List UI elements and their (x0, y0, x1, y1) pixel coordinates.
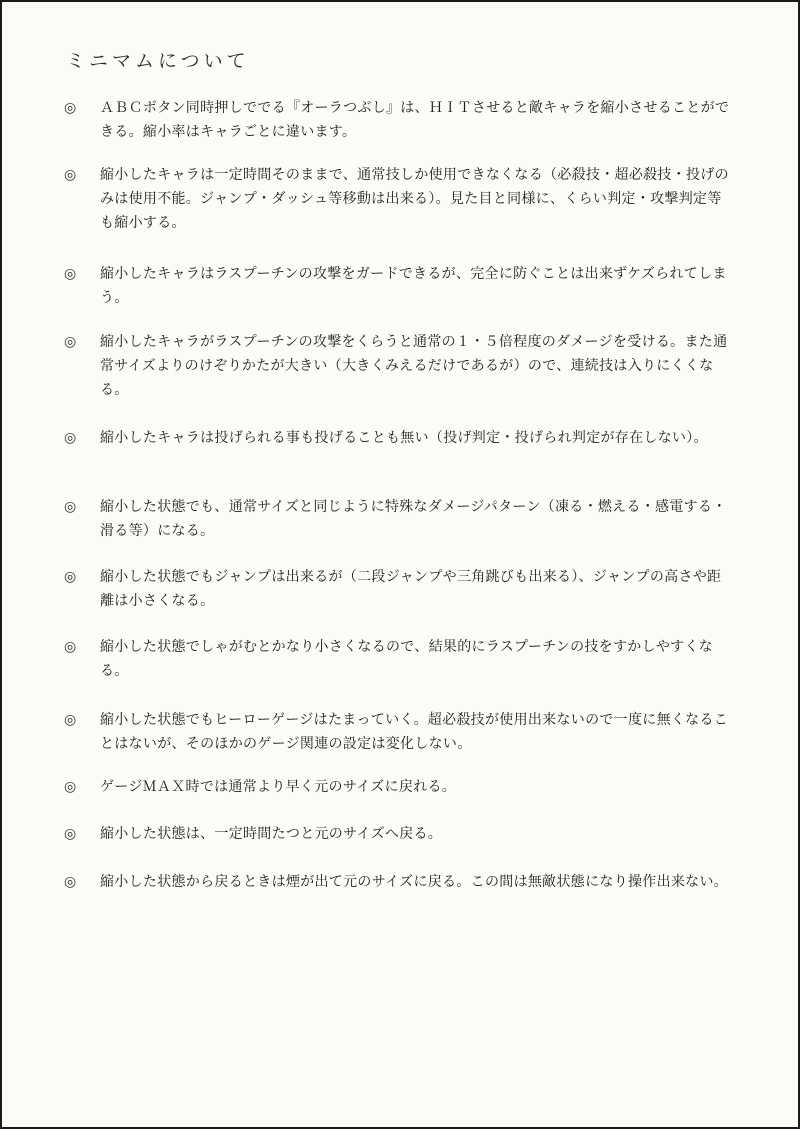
double-circle-bullet-icon: ◎ (64, 779, 77, 795)
double-circle-bullet-icon: ◎ (64, 569, 77, 585)
double-circle-bullet-icon: ◎ (64, 499, 77, 515)
item-text: 縮小したキャラは一定時間そのままで、通常技しか使用できなくなる（必殺技・超必殺技・投げのみは使用不能。ジャンプ・ダッシュ等移動は出来る）。見た目と同様に、くらい判定・攻撃判定等も縮小する。 (100, 167, 729, 231)
list-item (64, 822, 734, 846)
double-circle-bullet-icon: ◎ (64, 100, 77, 116)
list-item (64, 163, 734, 235)
list-item (64, 426, 734, 450)
item-text: 縮小した状態は、一定時間たつと元のサイズへ戻る。 (100, 826, 443, 842)
double-circle-bullet-icon: ◎ (64, 334, 77, 350)
list-item (64, 96, 734, 144)
double-circle-bullet-icon: ◎ (64, 639, 77, 655)
item-text: 縮小したキャラがラスプーチンの攻撃をくらうと通常の１・５倍程度のダメージを受ける。また通常サイズよりのけぞりかたが大きい（大きくみえるだけであるが）ので、連続技は入りにくくなる。 (100, 334, 728, 398)
list-item (64, 262, 734, 310)
double-circle-bullet-icon: ◎ (64, 167, 77, 183)
item-text: 縮小した状態でしゃがむとかなり小さくなるので、結果的にラスプーチンの技をすかしやすくなる。 (100, 639, 714, 679)
list-item (64, 870, 734, 894)
list-item (64, 565, 734, 613)
double-circle-bullet-icon: ◎ (64, 712, 77, 728)
item-text: 縮小したキャラは投げられる事も投げることも無い（投げ判定・投げられ判定が存在しない）。 (100, 430, 708, 446)
double-circle-bullet-icon: ◎ (64, 266, 77, 282)
double-circle-bullet-icon: ◎ (64, 874, 77, 890)
page-title: ミニマムについて (66, 50, 250, 72)
list-item (64, 495, 734, 543)
item-text: 縮小した状態から戻るときは煙が出て元のサイズに戻る。この間は無敵状態になり操作出来ない。 (100, 874, 729, 890)
item-text: 縮小した状態でもヒーローゲージはたまっていく。超必殺技が使用出来ないので一度に無くなることはないが、そのほかのゲージ関連の設定は変化しない。 (100, 712, 729, 752)
item-text: ＡＢＣボタン同時押しででる『オーラつぶし』は、ＨＩＴさせると敵キャラを縮小させることができる。縮小率はキャラごとに違います。 (100, 100, 730, 140)
double-circle-bullet-icon: ◎ (64, 826, 77, 842)
list-item (64, 708, 734, 756)
list-item (64, 635, 734, 683)
double-circle-bullet-icon: ◎ (64, 430, 77, 446)
list-item (64, 775, 734, 799)
list-item (64, 330, 734, 402)
item-text: 縮小した状態でもジャンプは出来るが（二段ジャンプや三角跳びも出来る）、ジャンプの高さや距離は小さくなる。 (100, 569, 722, 609)
item-text: ゲージＭＡＸ時では通常より早く元のサイズに戻れる。 (100, 779, 457, 795)
item-text: 縮小したキャラはラスプーチンの攻撃をガードできるが、完全に防ぐことは出来ずケズられてしまう。 (100, 266, 727, 306)
item-text: 縮小した状態でも、通常サイズと同じように特殊なダメージパターン（凍る・燃える・感電する・滑る等）になる。 (100, 499, 727, 539)
